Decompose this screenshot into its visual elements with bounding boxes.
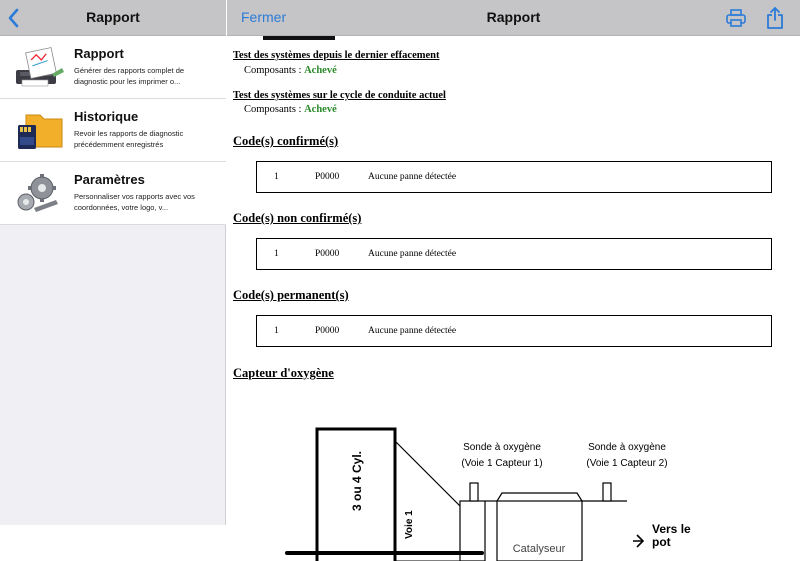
sidebar-item-description: Générer des rapports complet de diagnostic pour les imprimer o...: [74, 66, 185, 86]
unconfirmed-codes-table: [256, 238, 772, 270]
close-button[interactable]: Fermer: [241, 9, 287, 25]
sidebar-header: [0, 0, 226, 36]
code-id: P0000: [315, 249, 340, 259]
printer-icon[interactable]: [725, 8, 747, 28]
code-description: Aucune panne détectée: [368, 172, 457, 182]
sidebar-item-rapport[interactable]: [0, 36, 226, 99]
share-icon[interactable]: [766, 6, 784, 30]
confirmed-codes-title: Code(s) confirmé(s): [233, 134, 339, 148]
oxygen-sensor-title: Capteur d'oxygène: [233, 366, 334, 380]
page-title: Rapport: [486, 9, 541, 25]
sensor-2-label: Sonde à oxygène: [588, 442, 666, 453]
permanent-codes-table: [256, 315, 772, 347]
code-index: 1: [274, 249, 279, 259]
confirmed-codes-table: [256, 161, 772, 193]
sidebar-item-description: Personnaliser vos rapports avec vos coordonnées, votre logo, v...: [74, 192, 195, 212]
exhaust-label: Vers le: [652, 522, 691, 536]
unconfirmed-codes-title: Code(s) non confirmé(s): [233, 211, 362, 225]
sidebar: [0, 0, 226, 525]
divider: [263, 36, 335, 40]
components-status: [244, 104, 337, 115]
exhaust-sublabel: pot: [652, 535, 671, 549]
catalyst-top: [497, 493, 582, 501]
code-id: P0000: [315, 326, 340, 336]
exhaust-arrow-icon: [633, 535, 643, 547]
sensor-1-label: Sonde à oxygène: [463, 442, 541, 453]
sidebar-item-label: Rapport: [74, 46, 124, 61]
code-index: 1: [274, 326, 279, 336]
sidebar-item-label: Paramètres: [74, 172, 145, 187]
components-value: Achevé: [304, 104, 337, 115]
folder-sdcard-icon: [12, 109, 66, 153]
components-label: Composants :: [244, 104, 302, 115]
code-id: P0000: [315, 172, 340, 182]
engine-label: 3 ou 4 Cyl.: [350, 450, 364, 511]
oxygen-sensor-diagram: [277, 421, 777, 561]
manifold-line: [395, 441, 460, 506]
code-description: Aucune panne détectée: [368, 249, 457, 259]
sidebar-item-historique[interactable]: [0, 99, 226, 162]
code-description: Aucune panne détectée: [368, 326, 457, 336]
report-header: [227, 0, 800, 36]
sensor-2-probe: [603, 483, 611, 501]
section-title: Test des systèmes sur le cycle de conduite actuel: [233, 90, 446, 101]
sidebar-item-description: Revoir les rapports de diagnostic précédemment enregistrés: [74, 129, 184, 149]
components-status: [244, 65, 337, 76]
code-index: 1: [274, 172, 279, 182]
section-title: Test des systèmes depuis le dernier effacement: [233, 50, 440, 61]
gears-icon: [12, 172, 66, 216]
bank-label: Voie 1: [404, 510, 415, 539]
printer-report-icon: [12, 46, 66, 90]
components-value: Achevé: [304, 65, 337, 76]
report-content[interactable]: [227, 36, 800, 555]
sidebar-list: [0, 36, 226, 225]
permanent-codes-title: Code(s) permanent(s): [233, 288, 349, 302]
sensor-1-sublabel: (Voie 1 Capteur 1): [461, 458, 543, 469]
catalyst-label: Catalyseur: [512, 543, 566, 555]
sensor-2-sublabel: (Voie 1 Capteur 2): [586, 458, 668, 469]
components-label: Composants :: [244, 65, 302, 76]
sidebar-item-label: Historique: [74, 109, 139, 124]
sidebar-item-parametres[interactable]: [0, 162, 226, 225]
sidebar-title: Rapport: [86, 9, 140, 25]
sensor-1-probe: [470, 483, 478, 501]
